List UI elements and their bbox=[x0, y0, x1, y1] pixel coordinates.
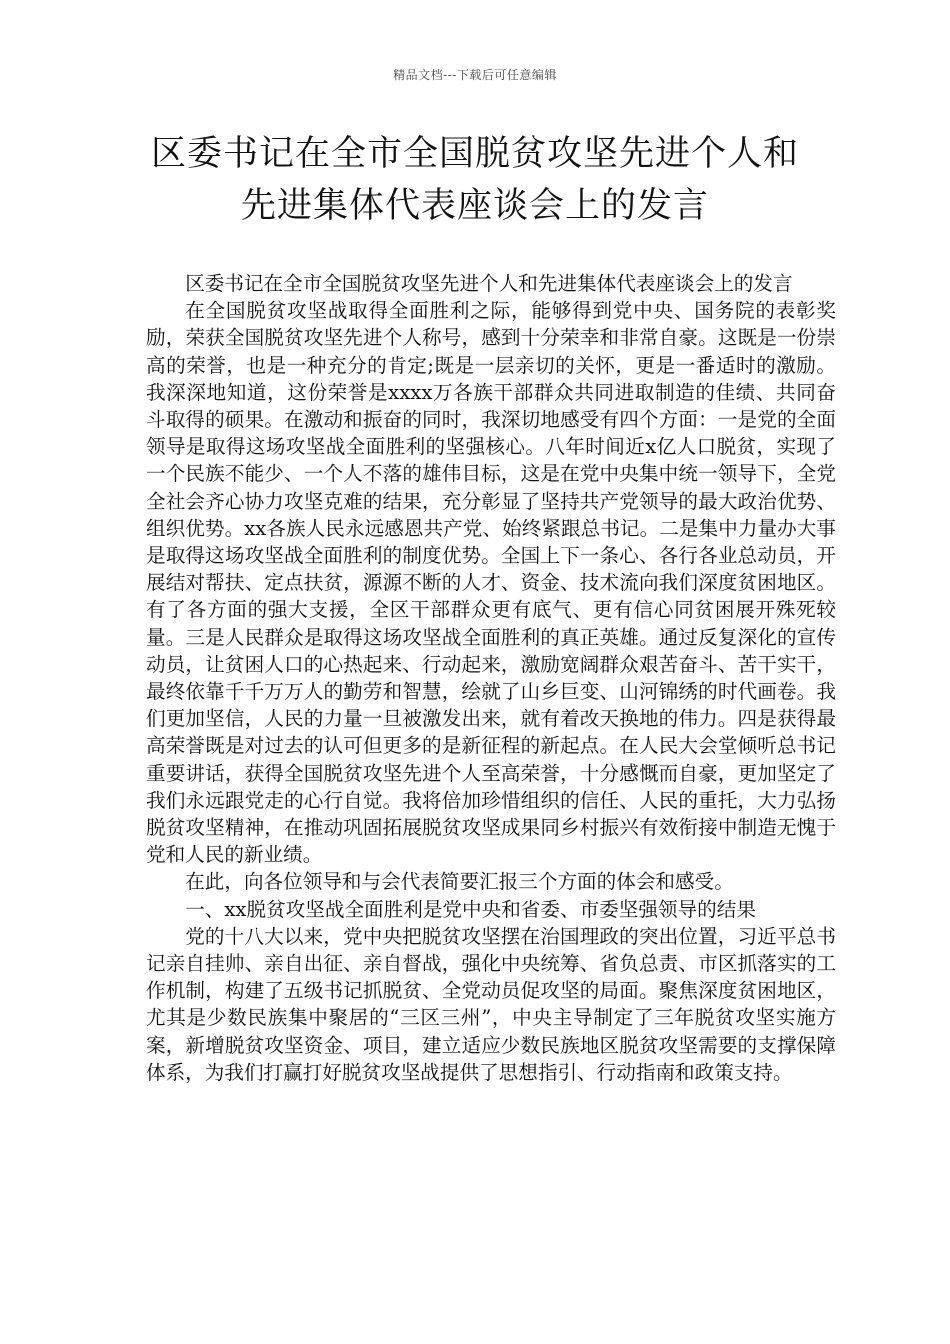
paragraph-intro: 在全国脱贫攻坚战取得全面胜利之际，能够得到党中央、国务院的表彰奖励，荣获全国脱贫攻坚先进个人称号，感到十分荣幸和非常自豪。这既是一份崇高的荣誉，也是一种充分的肯定;既是一层亲切的关怀，更是一番适时的激励。我深深地知道，这份荣誉是xxxx万各族干部群众共同进取制造的佳绩、共同奋斗取得的硕果。在激动和振奋的同时，我深切地感受有四个方面：一是党的全面领导是取得这场攻坚战全面胜利的坚强核心。八年时间近x亿人口脱贫，实现了一个民族不能少、一个人不落的雄伟目标，这是在党中央集中统一领导下，全党全社会齐心协力攻坚克难的结果，充分彰显了坚持共产党领导的最大政治优势、组织优势。xx各族人民永远感恩共产党、始终紧跟总书记。二是集中力量办大事是取得这场攻坚战全面胜利的制度优势。全国上下一条心、各行各业总动员，开展结对帮扶、定点扶贫，源源不断的人才、资金、技术流向我们深度贫困地区。有了各方面的强大支援，全区干部群众更有底气、更有信心同贫困展开殊死较量。三是人民群众是取得这场攻坚战全面胜利的真正英雄。通过反复深化的宣传动员，让贫困人口的心热起来、行动起来，激励宽阔群众艰苦奋斗、苦干实干，最终依靠千千万万人的勤劳和智慧，绘就了山乡巨变、山河锦绣的时代画卷。我们更加坚信，人民的力量一旦被激发出来，就有着改天换地的伟力。四是获得最高荣誉既是对过去的认可但更多的是新征程的新起点。在人民大会堂倾听总书记重要讲话，获得全国脱贫攻坚先进个人至高荣誉，十分感慨而自豪，更加坚定了我们永远跟党走的心行自觉。我将倍加珍惜组织的信任、人民的重托，大力弘扬脱贫攻坚精神，在推动巩固拓展脱贫攻坚成果同乡村振兴有效衔接中制造无愧于党和人民的新业绩。 bbox=[146, 299, 836, 867]
paragraph-report: 在此，向各位领导和与会代表简要汇报三个方面的体会和感受。 bbox=[185, 870, 734, 894]
paragraph-subtitle: 区委书记在全市全国脱贫攻坚先进个人和先进集体代表座谈会上的发言 bbox=[185, 272, 793, 295]
paragraph-section-1: 党的十八大以来，党中央把脱贫攻坚摆在治国理政的突出位置，习近平总书记亲自挂帅、亲自出征、亲自督战，强化中央统筹、省负总责、市区抓落实的工作机制，构建了五级书记抓脱贫、全党动员促攻坚的局面。聚焦深度贫困地区，尤其是少数民族集中聚居的“三区三州”，中央主导制定了三年脱贫攻坚实施方案，新增脱贫攻坚资金、项目，建立适应少数民族地区脱贫攻坚需要的支撑保障体系，为我们打赢打好脱贫攻坚战提供了思想指引、行动指南和政策支持。 bbox=[146, 924, 836, 1084]
title-line-2: 先进集体代表座谈会上的发言 bbox=[240, 186, 709, 226]
document-body bbox=[146, 270, 836, 1086]
header-note: 精品文档---下载后可任意编辑 bbox=[393, 68, 557, 82]
section-heading-1: 一、xx脱贫攻坚战全面胜利是党中央和省委、市委坚强领导的结果 bbox=[185, 897, 756, 921]
title-line-1: 区委书记在全市全国脱贫攻坚先进个人和 bbox=[150, 134, 799, 174]
document-title bbox=[100, 128, 850, 232]
